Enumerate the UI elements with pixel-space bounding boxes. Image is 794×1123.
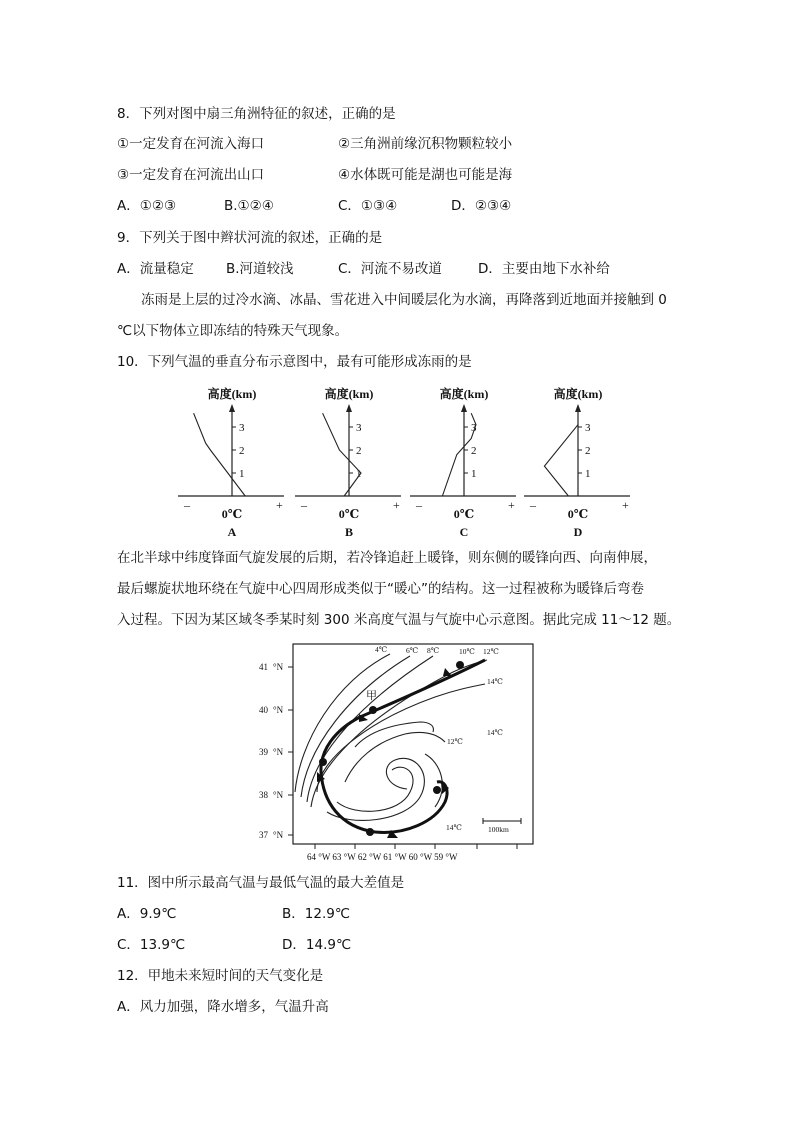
diagram-letter-c: C bbox=[459, 525, 469, 539]
tick-label-b-1: 1 bbox=[356, 468, 362, 480]
cyclone-intro-line3: 入过程。下因为某区域冬季某时刻 300 米高度气温与气旋中心示意图。据此完成 11～12 题。 bbox=[117, 612, 681, 628]
temperature-profile-diagram-d bbox=[518, 382, 636, 546]
iso-label-6c: 6℃ bbox=[406, 646, 419, 655]
q8-choice-b: B.①②④ bbox=[224, 198, 274, 214]
temperature-profile-diagram-a bbox=[172, 382, 290, 546]
q8-choice-d: D．②③④ bbox=[451, 198, 512, 214]
y-axis-title-c: 高度(km) bbox=[439, 387, 489, 401]
cyclone-intro-line1: 在北半球中纬度锋面气旋发展的后期，若冷锋追赶上暖锋，则东侧的暖锋向西、向南伸展， bbox=[117, 550, 657, 566]
tick-label-a-2: 2 bbox=[239, 445, 245, 457]
y-axis-title-b: 高度(km) bbox=[324, 387, 374, 401]
tick-label-d-2: 2 bbox=[585, 445, 591, 457]
q10-stem: 10．下列气温的垂直分布示意图中，最有可能形成冻雨的是 bbox=[117, 354, 472, 370]
diagram-letter-a: A bbox=[227, 525, 237, 539]
y-axis-arrow-c bbox=[461, 404, 467, 412]
q9-choice-d: D．主要由地下水补给 bbox=[478, 261, 610, 277]
cyclone-intro-line2: 最后螺旋状地环绕在气旋中心四周形成类似于“暖心”的结构。这一过程被称为暖锋后弯卷 bbox=[117, 581, 644, 597]
tick-label-b-3: 3 bbox=[356, 422, 362, 434]
iso-label-14c-b: 14℃ bbox=[487, 728, 503, 737]
y-axis-title-a: 高度(km) bbox=[207, 387, 257, 401]
q9-choice-a: A．流量稳定 bbox=[117, 261, 194, 277]
y-axis-arrow-d bbox=[575, 404, 581, 412]
iso-label-10c: 10℃ bbox=[459, 647, 475, 656]
freezing-rain-intro-line1: 冻雨是上层的过冷水滴、冰晶、雪花进入中间暖层化为水滴，再降落到近地面并接触到 0 bbox=[141, 292, 667, 308]
lat-suffix-37: °N bbox=[273, 830, 284, 840]
zero-label-b: 0℃ bbox=[338, 507, 360, 521]
iso-label-14c-a: 14℃ bbox=[487, 677, 503, 686]
iso-label-12c: 12℃ bbox=[483, 647, 499, 656]
q12-choice-a: A．风力加强，降水增多，气温升高 bbox=[117, 999, 329, 1015]
minus-label-c: – bbox=[416, 498, 422, 512]
iso-label-14c-c: 14℃ bbox=[446, 823, 462, 832]
point-jia-label: 甲 bbox=[366, 690, 377, 702]
tick-label-a-1: 1 bbox=[239, 468, 245, 480]
q9-stem: 9．下列关于图中辫状河流的叙述，正确的是 bbox=[117, 230, 383, 246]
zero-label-c: 0℃ bbox=[453, 507, 475, 521]
zero-label-d: 0℃ bbox=[567, 507, 589, 521]
minus-label-a: – bbox=[184, 498, 190, 512]
diagram-a-svg bbox=[172, 382, 290, 542]
temperature-profile-a bbox=[194, 413, 246, 496]
q11-choice-d: D．14.9℃ bbox=[282, 937, 352, 953]
q8-choice-a: A．①②③ bbox=[117, 198, 177, 214]
diagram-b-svg bbox=[289, 382, 407, 542]
plus-label-a: + bbox=[276, 498, 283, 512]
scale-label: 100km bbox=[488, 825, 509, 834]
zero-label-a: 0℃ bbox=[221, 507, 243, 521]
diagram-d-svg bbox=[518, 382, 636, 542]
plus-label-c: + bbox=[508, 498, 515, 512]
cyclone-map bbox=[255, 642, 540, 868]
tick-label-a-3: 3 bbox=[239, 422, 245, 434]
tick-label-d-3: 3 bbox=[585, 422, 591, 434]
lat-label-39: 39 bbox=[259, 747, 268, 757]
diagram-c-svg bbox=[404, 382, 522, 542]
iso-label-4c: 4℃ bbox=[375, 645, 388, 654]
lat-suffix-40: °N bbox=[273, 705, 284, 715]
minus-label-b: – bbox=[301, 498, 307, 512]
diagram-letter-b: B bbox=[344, 525, 354, 539]
tick-label-c-3: 3 bbox=[471, 422, 477, 434]
q11-choice-b: B．12.9℃ bbox=[282, 906, 350, 922]
q8-item-4: ④水体既可能是湖也可能是海 bbox=[338, 167, 513, 183]
lat-label-41: 41 bbox=[259, 662, 268, 672]
lat-label-40: 40 bbox=[259, 705, 268, 715]
y-axis-arrow-b bbox=[346, 404, 352, 412]
plus-label-b: + bbox=[393, 498, 400, 512]
iso-label-12c-b: 12℃ bbox=[447, 737, 463, 746]
tick-label-d-1: 1 bbox=[585, 468, 591, 480]
q12-stem: 12．甲地未来短时间的天气变化是 bbox=[117, 968, 324, 984]
q11-choice-c: C．13.9℃ bbox=[117, 937, 186, 953]
lon-label-row: 64 °W 63 °W 62 °W 61 °W 60 °W 59 °W bbox=[307, 852, 458, 862]
q9-choice-c: C．河流不易改道 bbox=[338, 261, 442, 277]
q8-choice-c: C．①③④ bbox=[338, 198, 398, 214]
plus-label-d: + bbox=[622, 498, 629, 512]
y-axis-arrow-a bbox=[229, 404, 235, 412]
lat-suffix-38: °N bbox=[273, 790, 284, 800]
q11-choice-a: A．9.9℃ bbox=[117, 906, 177, 922]
q8-item-1: ①一定发育在河流入海口 bbox=[117, 136, 265, 152]
tick-label-c-2: 2 bbox=[471, 445, 477, 457]
lat-label-38: 38 bbox=[259, 790, 268, 800]
temperature-profile-diagram-c bbox=[404, 382, 522, 546]
minus-label-d: – bbox=[530, 498, 536, 512]
q11-stem: 11．图中所示最高气温与最低气温的最大差值是 bbox=[117, 875, 405, 891]
y-axis-title-d: 高度(km) bbox=[553, 387, 603, 401]
q9-choice-b: B.河道较浅 bbox=[226, 261, 294, 277]
q8-item-2: ②三角洲前缘沉积物颗粒较小 bbox=[338, 136, 513, 152]
q8-stem: 8．下列对图中扇三角洲特征的叙述，正确的是 bbox=[117, 106, 396, 122]
diagram-letter-d: D bbox=[573, 525, 583, 539]
lat-label-37: 37 bbox=[259, 830, 268, 840]
iso-label-8c: 8℃ bbox=[427, 646, 440, 655]
tick-label-c-1: 1 bbox=[471, 468, 477, 480]
cyclone-map-svg bbox=[255, 642, 540, 864]
lat-suffix-41: °N bbox=[273, 662, 284, 672]
temperature-profile-d bbox=[544, 425, 578, 496]
lat-suffix-39: °N bbox=[273, 747, 284, 757]
tick-label-b-2: 2 bbox=[356, 445, 362, 457]
freezing-rain-intro-line2: ℃以下物体立即冻结的特殊天气现象。 bbox=[117, 323, 349, 339]
temperature-profile-diagram-b bbox=[289, 382, 407, 546]
q8-item-3: ③一定发育在河流出山口 bbox=[117, 167, 265, 183]
